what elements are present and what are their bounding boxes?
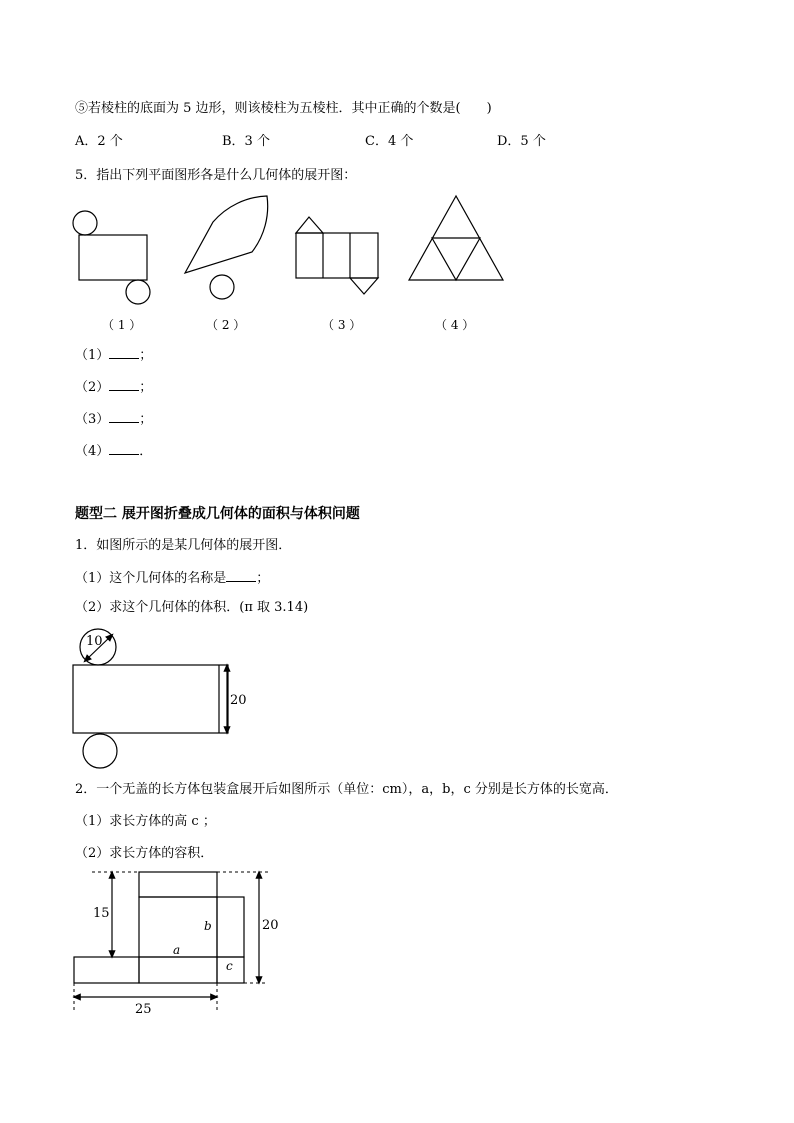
problem-1-title: 1．如图所示的是某几何体的展开图． <box>75 538 292 553</box>
bottom-dimension-label: 25 <box>135 1002 152 1017</box>
bottom-circle <box>83 734 117 768</box>
net1-rectangle <box>79 235 147 280</box>
option-c: C．4 个 <box>365 134 414 149</box>
top-face <box>139 872 217 897</box>
figure-label-4: （ 4 ） <box>435 318 475 332</box>
question-5-title: 5．指出下列平面图形各是什么几何体的展开图： <box>75 168 357 183</box>
problem-2-part-1: （1）求长方体的高 c ； <box>75 814 216 829</box>
front-face <box>139 957 217 983</box>
lateral-rectangle <box>73 665 228 733</box>
left-dimension-label: 15 <box>93 906 110 921</box>
net2-sector <box>185 196 268 273</box>
answer-line-2: （2） ； <box>75 380 153 395</box>
left-face <box>74 957 139 983</box>
label-a: a <box>173 943 181 957</box>
answer-line-3: （3） ； <box>75 412 153 427</box>
height-label: 20 <box>230 693 247 708</box>
cylinder-net-figure <box>60 626 260 776</box>
figure-label-1: （ 1 ） <box>102 318 142 332</box>
option-a: A．2 个 <box>75 134 123 149</box>
net4-inner-triangle <box>432 238 480 280</box>
answer-line-1: （1） ； <box>75 348 153 363</box>
figure-label-3: （ 3 ） <box>322 318 362 332</box>
right-face <box>217 897 244 957</box>
label-c: c <box>226 959 233 973</box>
answer-label-4: （4） <box>75 444 110 459</box>
net3-rectangle <box>296 233 378 278</box>
answer-label-2: （2） <box>75 380 110 395</box>
problem-2-title: 2．一个无盖的长方体包装盒展开后如图所示（单位：cm），a，b，c 分别是长方体的长宽高． <box>75 782 618 797</box>
right-dimension-label: 20 <box>262 918 279 933</box>
problem-1-blank <box>226 569 256 582</box>
statement-5: ⑤若棱柱的底面为 5 边形，则该棱柱为五棱柱．其中正确的个数是( ) <box>75 101 492 116</box>
net3-top-triangle <box>296 217 323 233</box>
answer-blank-4 <box>109 442 139 455</box>
net2-base-circle <box>210 275 234 299</box>
answer-line-4: （4） ． <box>75 444 153 459</box>
nets-figure <box>0 190 560 310</box>
answer-label-1: （1） <box>75 348 110 363</box>
net1-top-circle <box>73 211 97 235</box>
problem-1-part-1: （1）这个几何体的名称是 ； <box>75 571 270 586</box>
label-b: b <box>204 919 212 933</box>
answer-label-3: （3） <box>75 412 110 427</box>
section-heading: 题型二 展开图折叠成几何体的面积与体积问题 <box>75 506 360 522</box>
diameter-label: 10 <box>86 634 103 649</box>
answer-blank-1 <box>109 346 139 359</box>
net1-bottom-circle <box>126 280 150 304</box>
net3-bottom-triangle <box>350 278 378 294</box>
answer-blank-2 <box>109 378 139 391</box>
answer-blank-3 <box>109 410 139 423</box>
figure-label-2: （ 2 ） <box>206 318 246 332</box>
option-b: B．3 个 <box>222 134 270 149</box>
problem-1-part-2: （2）求这个几何体的体积．(π 取 3.14) <box>75 600 309 615</box>
box-net-figure <box>60 862 300 1022</box>
problem-2-part-2: （2）求长方体的容积． <box>75 846 214 861</box>
option-d: D．5 个 <box>497 134 546 149</box>
